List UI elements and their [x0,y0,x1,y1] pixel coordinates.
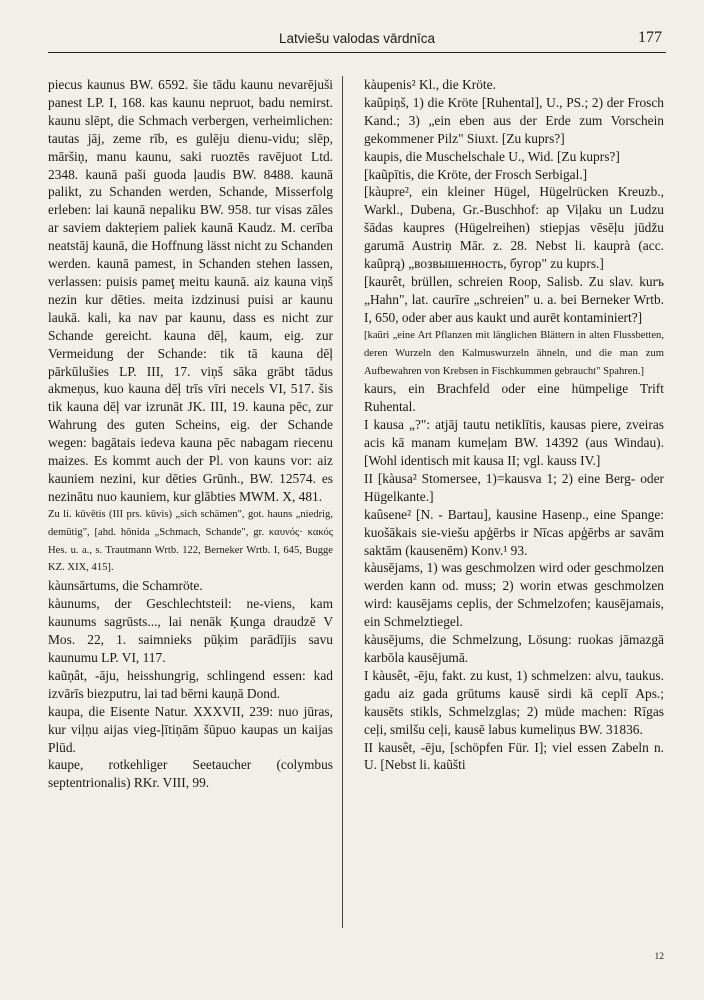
entry-kaunsartums: kàunsārtums, die Schamröte. [48,578,203,594]
entry-kaupins: kaũpiņš, 1) die Kröte [Ruhental], U., PS.; 2) der Frosch Kand.; 3) „ein eben aus der Erde zum Vorschein gekommener Pilz" Siuxt. [Zu kuprs?] [364,94,664,146]
running-title: Latviešu valodas vārdnīca [278,31,436,46]
entry-kauri: [kaũri „eine Art Pflanzen mit länglichen Blättern in alten Flussbetten, deren Wurzeln den Kalmuswurzeln ähneln, und die man zum Aufbewahren von Krebsen in Fischkummen gebraucht" Spahren.] [364,329,664,377]
entry-kaupre: [kàupre², ein kleiner Hügel, Hügelrücken Kreuzb., Warkl., Dubena, Gr.-Buschhof: ap Viļaku un Ludzu šādas kaupres (Hügelreihen) stiepjas vēsēļu jūdžu garumā Austriņ Mār. z. 28. Nebst li. kauprà (acc. kaũprą) „возвышенность, бугор" zu kuprs.] [364,184,664,272]
entry-kaupe: kaupe, rotkehliger Seetaucher (colymbus septentrionalis) RKr. VIII, 99. [48,757,333,791]
entry-kauset-1: I kàusêt, -ēju, fakt. zu kust, 1) schmelzen: alvu, taukus. gadu aiz gada grūtums kausē sirdi kā ceplī Aps.; kausēts stikls, Schmelzglas; 2) müde machen: Rīgas ceļi, smilšu ceļi, kausē labus kumeliņus BW. 31836. [364,667,664,737]
entry-kaupis: kaupis, die Muschelschale U., Wid. [Zu kuprs?] [364,148,620,164]
entry-kausa-1: I kausa „?": atjāj tautu netiklītis, kausas piere, zveiras acis kā manam kumeļam BW. 14392 (aus Windau). [Wohl identisch mit kausa II; vgl. kauss IV.] [364,417,664,469]
entry-kausejams: kàusējams, 1) was geschmolzen wird oder geschmolzen werden kann od. muss; 2) worin etwas geschmolzen wird: kausējams ceplis, der Schmelzofen; kausējamais, ein Schmelztiegel. [364,560,664,630]
page-header [48,28,666,53]
entry-kaupa: kaupa, die Eisente Natur. XXXVII, 239: nuo jūras, kur viļņu aijas vieg-ļītiņām šūpuo kaupas un kaijas Plūd. [48,703,333,755]
right-column [364,76,664,774]
printer-signature: 12 [654,952,664,962]
entry-kausejums: kàusējums, die Schmelzung, Lösung: ruokas jāmazgā karbōla kausējumā. [364,632,664,665]
entry-kaupitis: [kaũpītis, die Kröte, der Frosch Serbigal.] [364,166,588,182]
page-number: 177 [638,29,662,46]
entry-kaupenis: kàupenis² Kl., die Kröte. [364,77,496,92]
entry-kausa-2: II [kàusa² Stomersee, 1)=kausva 1; 2) eine Berg- oder Hügelkante.] [364,470,664,504]
entry-kaunums: kàunums, der Geschlechtsteil: ne-viens, kam kaunums sagrūsts..., lai nenāk Ķunga draudzē V Mos. 22, 1. saimnieks pūķim parādījis savu kaunumu LP. VI, 117. [48,596,333,665]
left-column [48,76,333,792]
entry-kauret: [kaurêt, brüllen, schreien Roop, Salisb. Zu slav. kurъ „Hahn", lat. caurīre „schreien" u. a. bei Berneker Wrtb. I, 650, oder aber aus kaukt und aurēt kontaminiert?] [364,273,664,325]
entry-kaunat: kaũņât, -āju, heisshungrig, schlingend essen: kad izvārīs biezputru, lai tad bērni kauņā Dond. [48,667,333,701]
entry-kauns-continued: piecus kaunus BW. 6592. šie tādu kaunu nevarējuši panest LP. I, 168. kas kaunu nepruot, badu nemirst. kaunu slēpt, die Schmach verbergen, verheimlichen: tautas jāj, zeme rīb, es gulēju dienu-vidu; slēp, māršiņ, manu kaunu, saki ruoztēs ravējuot Ltd. 2348. kaunā paši guoda ļaudis BW. 8488. kaunā palikt, zu Schanden werden, Schande, Misserfolg erleben: lai kaunā nepaliku BW. 958. tur visas zāles ar saviem dakteŗiem paliek kaunā Kaudz. M. cerība neatstāj kaunā, die Hoffnung lässt nicht zu Schanden werden. kaunā pamest, in Schanden stehen lassen, verlassen: puisis pameţ meitu kaunā. aiz kauna viņš nezin kur dēties. meita izdzinusi puisi ar kaunu laukā. kali, ka nav par kaunu, dass es nicht zur Schande gereicht. kauna dēļ, kaum, eig. zur Vermeidung der Schande: tik tā kauna dēļ pārkūlušies LP. III, 17. viņš sāka grābt tādus akmeņus, kuo kauna dēļ trīs vīri necels VI, 517. šis tik kauna dēļ var izrunāt JK. III, 19. kauna pēc, zur Wahrung des guten Scheins, eig. der Schande wegen: bagātais iedeva kauna pēc nabagam riecenu maizes. Es kommt auch der Pl. von kauns vor: aiz kauniem nezini, kur dēties Grūnh., BW. 12574. es nezinātu nuo kauniem, kur glābties MWM. X, 481. [48,77,333,504]
column-divider [342,76,343,928]
entry-kaurs: kaurs, ein Brachfeld oder eine hümpelige Trift Ruhental. [364,381,664,415]
etymology-note-kauns: Zu li. kūvētis (III prs. kūvis) „sich schämen", got. hauns „niedrig, demütig", [ahd. hōnida „Schmach, Schande", gr. καυνός· κακός Hes. u. a., s. Trautmann Wrtb. 122, Berneker Wrtb. I, 645, Bugge KZ. XIX, 415]. [48,508,333,574]
entry-kausene: kaûsene² [N. - Bartau], kausine Hasenp., eine Spange: kuošākais sie-viešu apģērbs ir Nīcas apģērbs ar savām saktām (kausenēm) Konv.¹ 93. [364,506,664,558]
entry-kauset-2: II kausêt, -ēju, [schöpfen Für. I]; viel essen Zabeln n. U. [Nebst li. kaũšti [364,739,664,773]
